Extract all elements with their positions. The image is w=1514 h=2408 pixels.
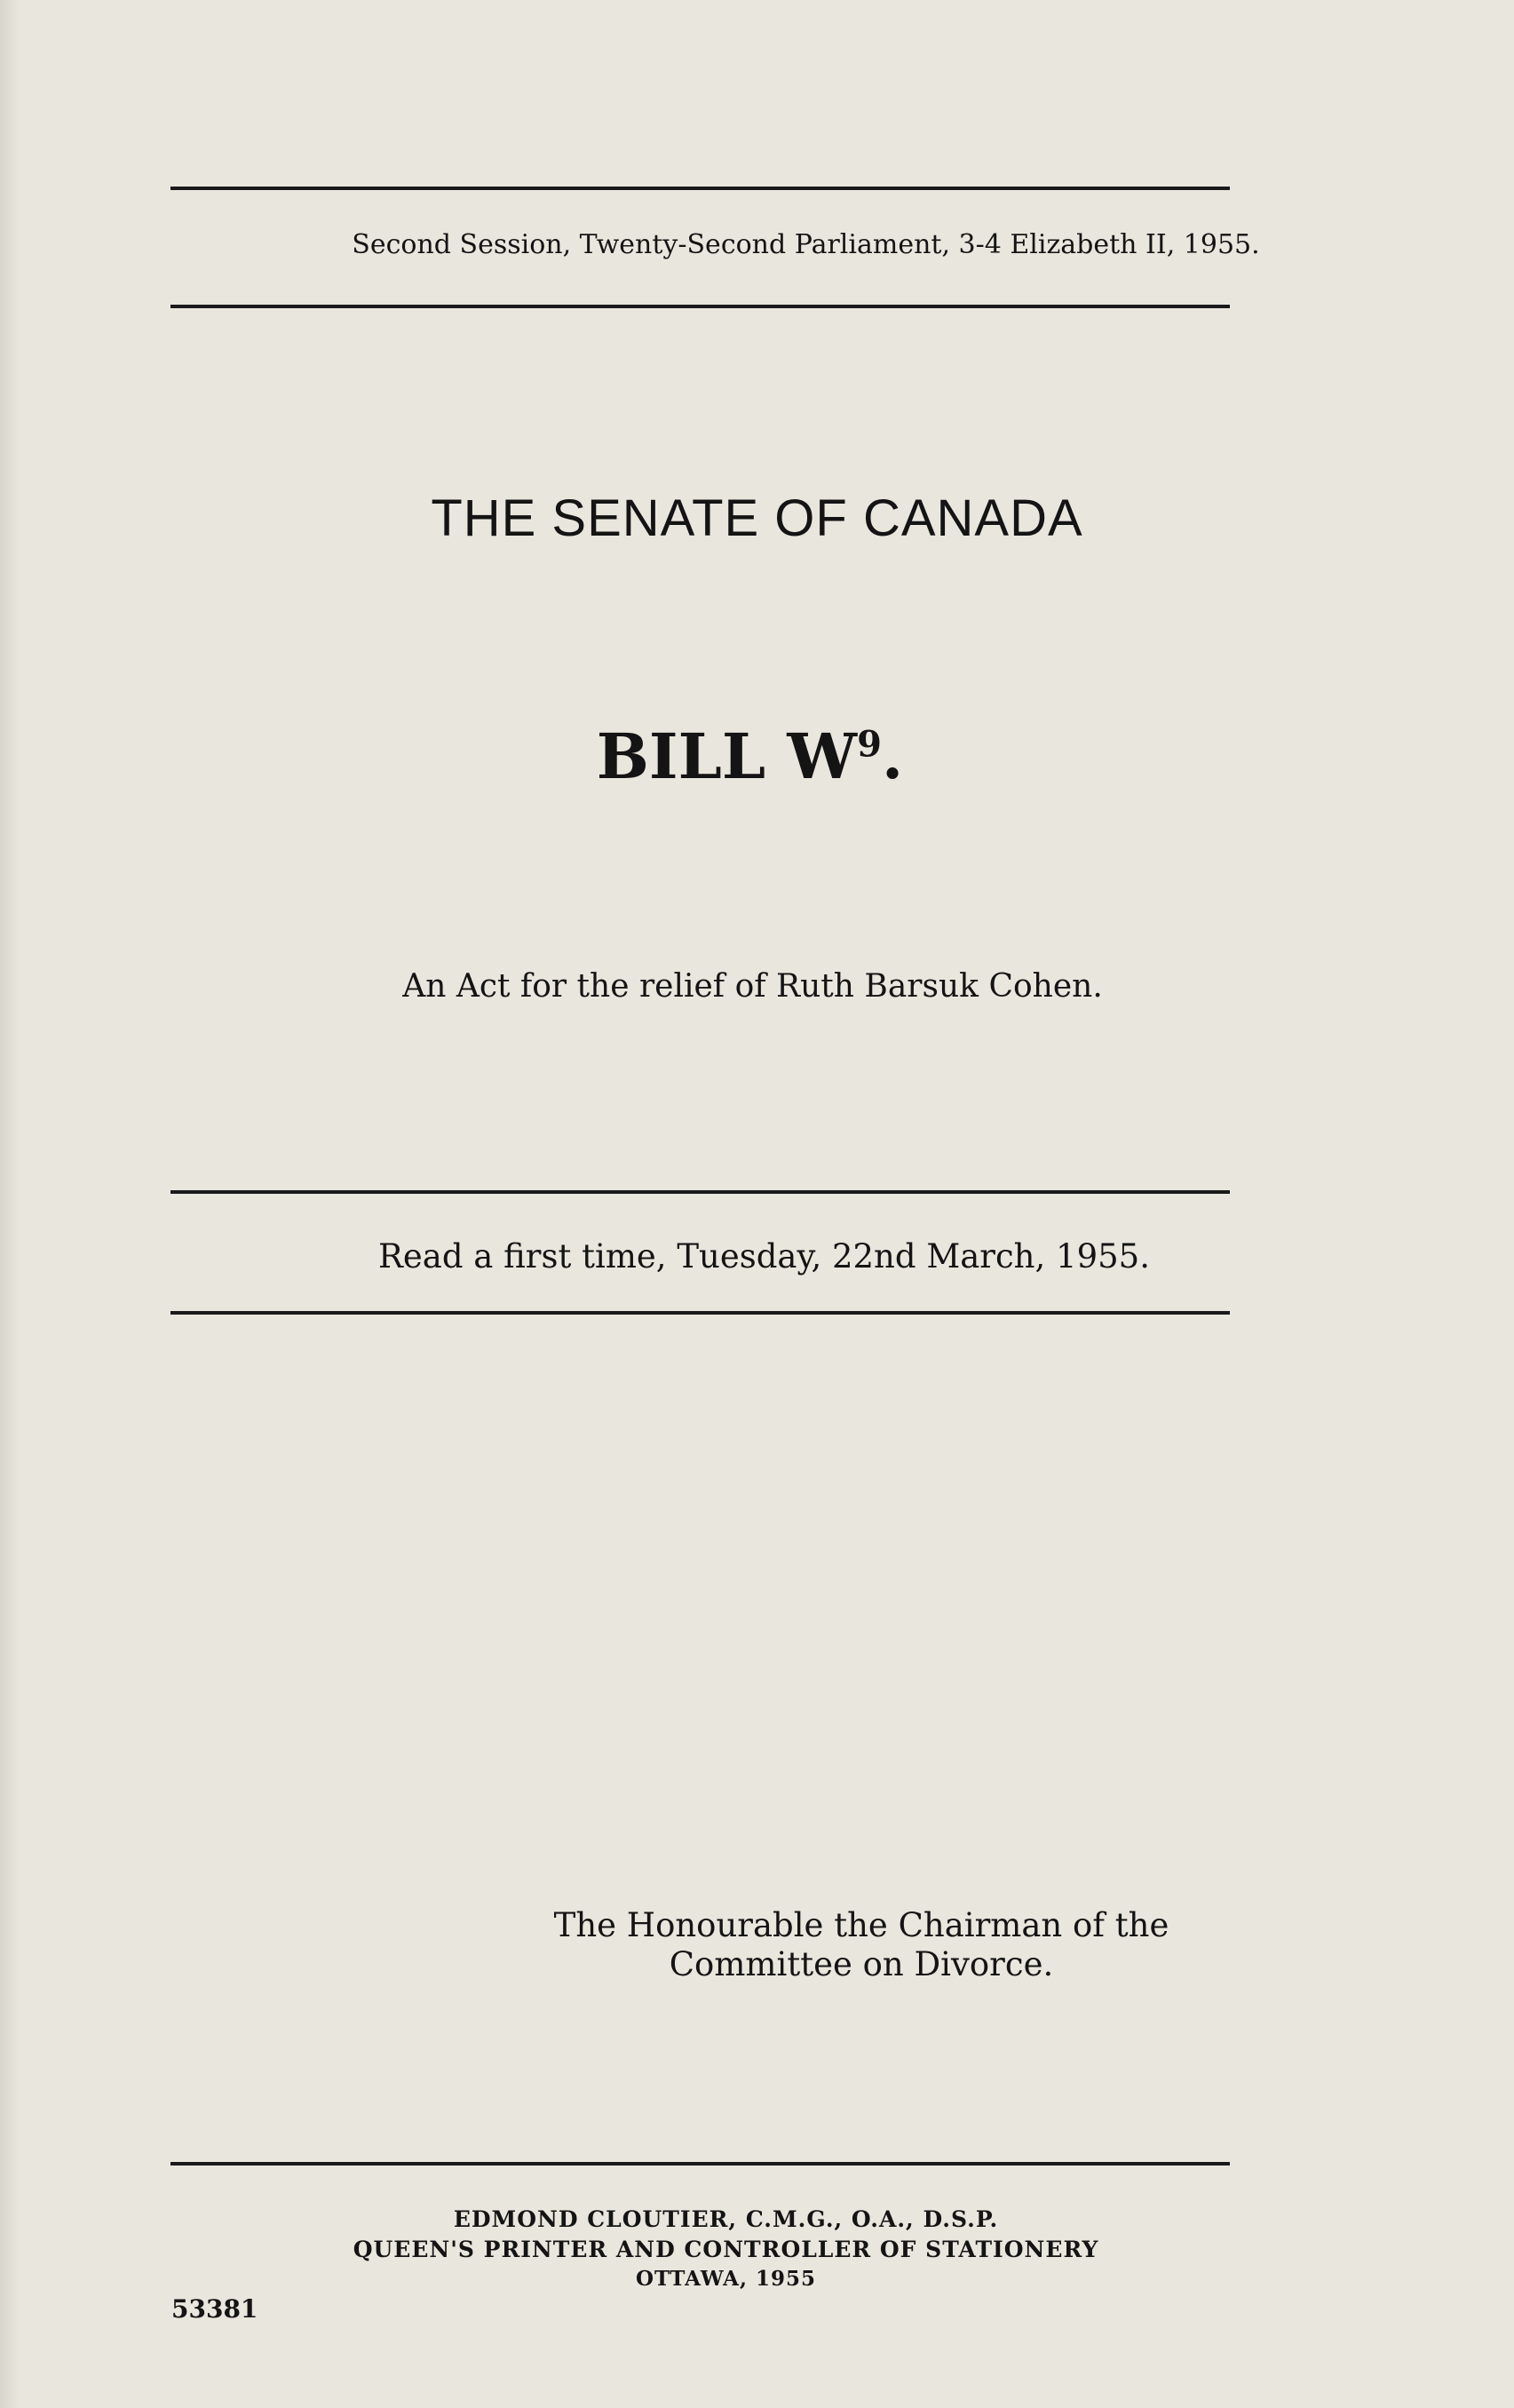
- first-reading: Read a first time, Tuesday, 22nd March, 1955.: [378, 1237, 1150, 1276]
- bill-number: [0, 719, 1507, 793]
- chamber-title: THE SENATE OF CANADA: [431, 489, 1083, 547]
- reading-bottom-rule: [170, 1311, 1230, 1315]
- act-title: An Act for the relief of Ruth Barsuk Cohen.: [402, 968, 1103, 1005]
- bill-prefix: BILL W: [596, 719, 858, 793]
- top-rule: [170, 187, 1230, 190]
- imprint-rule: [170, 2162, 1230, 2166]
- print-code: 53381: [171, 2294, 258, 2324]
- bill-suffix: .: [881, 719, 904, 793]
- sponsor-line-1: The Honourable the Chairman of the: [553, 1906, 1169, 1944]
- printer-place-year: OTTAWA, 1955: [635, 2267, 817, 2291]
- page-edge-shadow: [0, 0, 20, 2408]
- printer-name: EDMOND CLOUTIER, C.M.G., O.A., D.S.P.: [453, 2206, 999, 2232]
- bill-superscript: 9: [857, 723, 882, 766]
- session-header: Second Session, Twenty-Second Parliament, 3-4 Elizabeth II, 1955.: [352, 229, 1260, 260]
- reading-top-rule: [170, 1190, 1230, 1194]
- sponsor-line-2: Committee on Divorce.: [669, 1945, 1054, 1983]
- session-rule: [170, 305, 1230, 308]
- printer-title: QUEEN'S PRINTER AND CONTROLLER OF STATIONERY: [353, 2237, 1099, 2262]
